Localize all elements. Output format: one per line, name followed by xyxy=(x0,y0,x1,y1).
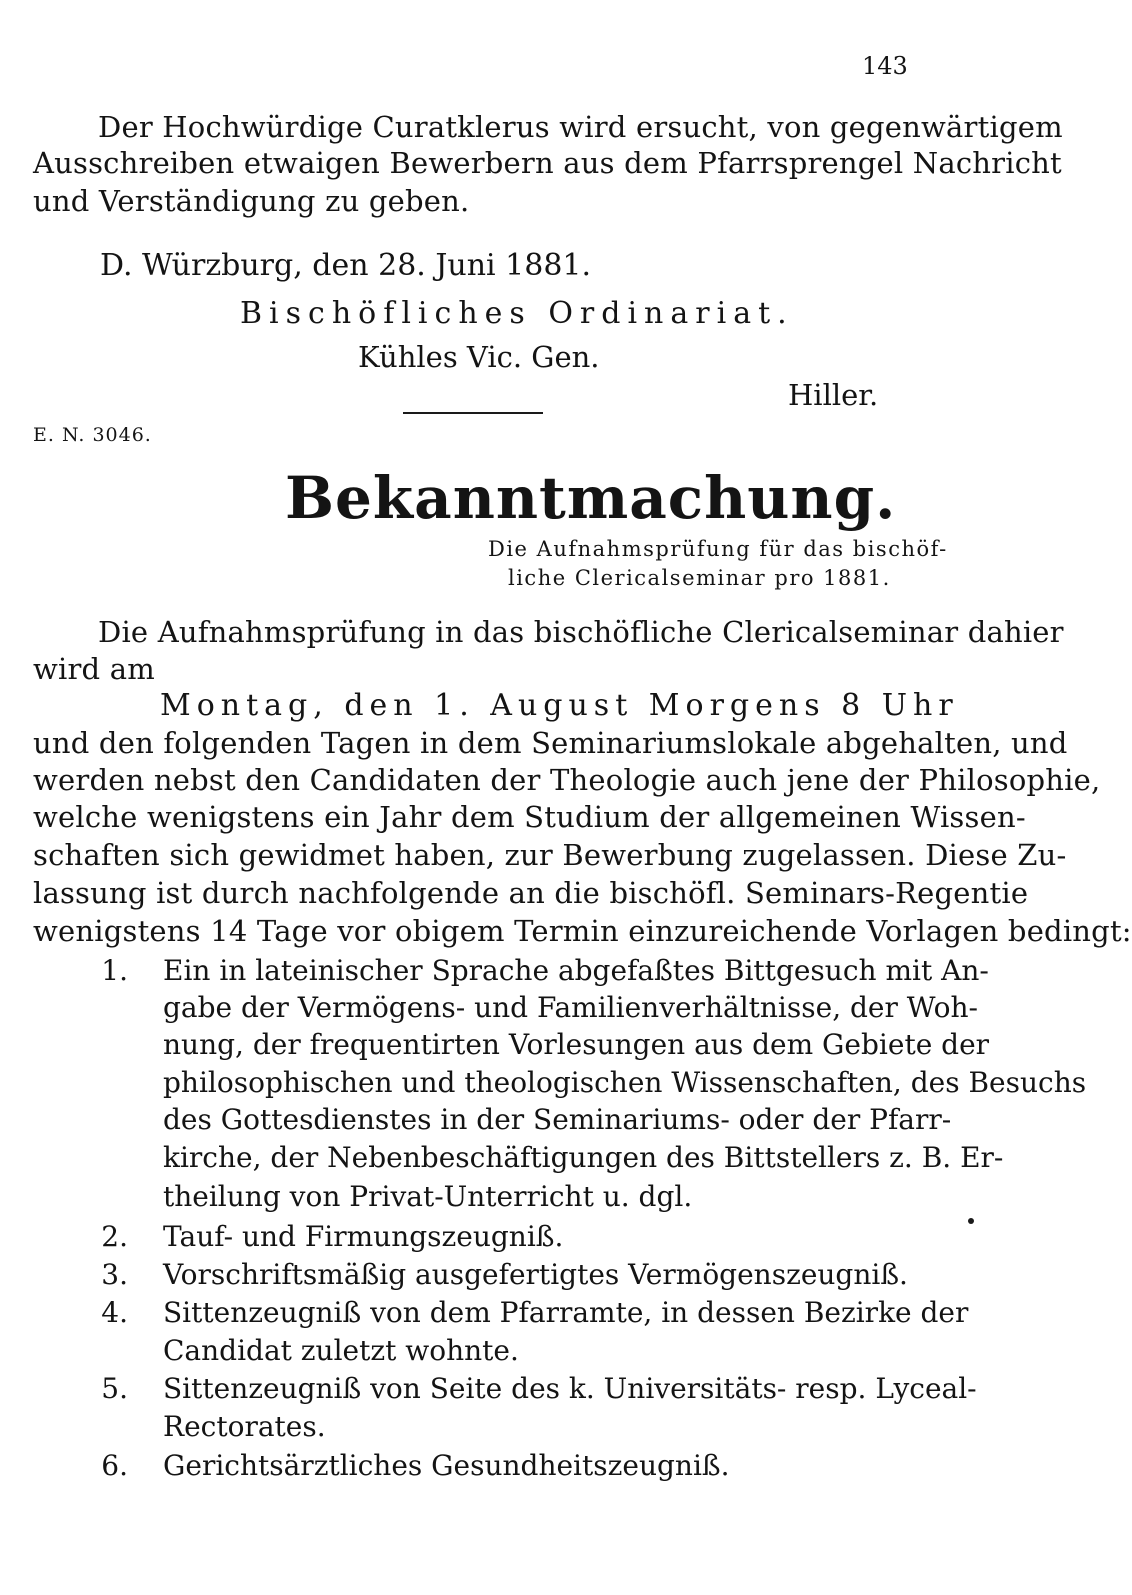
section-divider xyxy=(403,412,543,414)
requirement-3-line-1: Vorschriftsmäßig ausgefertigtes Vermögenszeugniß. xyxy=(163,1258,908,1291)
requirement-4-line-2: Candidat zuletzt wohnte. xyxy=(163,1334,519,1367)
requirement-1-line-7: theilung von Privat-Unterricht u. dgl. xyxy=(163,1180,693,1213)
requirement-number: 2. xyxy=(101,1220,128,1253)
marginal-note-line-1: Die Aufnahmsprüfung für das bischöf- xyxy=(488,537,948,561)
reference-number: E. N. 3046. xyxy=(33,424,152,446)
requirement-1-line-3: nung, der frequentirten Vorlesungen aus dem Gebiete der xyxy=(163,1028,990,1061)
requirement-number: 1. xyxy=(101,954,128,987)
print-speck xyxy=(968,1218,974,1224)
exam-date-line: Montag, den 1. August Morgens 8 Uhr xyxy=(160,688,959,723)
requirement-number: 3. xyxy=(101,1258,128,1291)
main-continuation-line-4: schaften sich gewidmet haben, zur Bewerbung zugelassen. Diese Zu- xyxy=(33,838,1067,872)
requirement-1-line-6: kirche, der Nebenbeschäftigungen des Bittstellers z. B. Er- xyxy=(163,1141,1004,1174)
signature-secretary: Hiller. xyxy=(788,378,879,412)
marginal-note-line-2: liche Clericalseminar pro 1881. xyxy=(508,566,891,590)
main-opening-line-1: Die Aufnahmsprüfung in das bischöfliche Clericalseminar dahier xyxy=(98,615,1064,649)
intro-line-1: Der Hochwürdige Curatklerus wird ersucht, von gegenwärtigem xyxy=(98,110,1063,144)
signature-vicar-general: Kühles Vic. Gen. xyxy=(358,340,600,374)
requirement-number: 5. xyxy=(101,1372,128,1405)
intro-line-2: Ausschreiben etwaigen Bewerbern aus dem Pfarrsprengel Nachricht xyxy=(33,146,1062,180)
requirement-1-line-2: gabe der Vermögens- und Familienverhältnisse, der Woh- xyxy=(163,991,979,1024)
main-continuation-line-2: werden nebst den Candidaten der Theologie auch jene der Philosophie, xyxy=(33,763,1101,797)
closing-date-line: D. Würzburg, den 28. Juni 1881. xyxy=(100,248,592,283)
main-continuation-line-5: lassung ist durch nachfolgende an die bischöfl. Seminars-Regentie xyxy=(33,876,1029,910)
headline: Bekanntmachung. xyxy=(285,464,897,532)
requirement-number: 4. xyxy=(101,1296,128,1329)
main-continuation-line-6: wenigstens 14 Tage vor obigem Termin einzureichende Vorlagen bedingt: xyxy=(33,914,1132,948)
intro-line-3: und Verständigung zu geben. xyxy=(33,184,470,218)
page-number: 143 xyxy=(862,52,908,80)
requirement-2-line-1: Tauf- und Firmungszeugniß. xyxy=(163,1220,564,1253)
main-continuation-line-3: welche wenigstens ein Jahr dem Studium der allgemeinen Wissen- xyxy=(33,800,1026,834)
requirement-5-line-1: Sittenzeugniß von Seite des k. Universitäts- resp. Lyceal- xyxy=(163,1372,977,1405)
issuing-authority: Bischöfliches Ordinariat. xyxy=(240,296,794,331)
requirement-1-line-1: Ein in lateinischer Sprache abgefaßtes Bittgesuch mit An- xyxy=(163,954,989,987)
requirement-1-line-5: des Gottesdienstes in der Seminariums- oder der Pfarr- xyxy=(163,1103,952,1136)
main-opening-line-2: wird am xyxy=(33,652,155,686)
main-continuation-line-1: und den folgenden Tagen in dem Seminariumslokale abgehalten, und xyxy=(33,726,1068,760)
requirement-5-line-2: Rectorates. xyxy=(163,1410,326,1443)
requirement-1-line-4: philosophischen und theologischen Wissenschaften, des Besuchs xyxy=(163,1066,1087,1099)
requirement-4-line-1: Sittenzeugniß von dem Pfarramte, in dessen Bezirke der xyxy=(163,1296,969,1329)
requirement-number: 6. xyxy=(101,1449,128,1482)
requirement-6-line-1: Gerichtsärztliches Gesundheitszeugniß. xyxy=(163,1449,730,1482)
